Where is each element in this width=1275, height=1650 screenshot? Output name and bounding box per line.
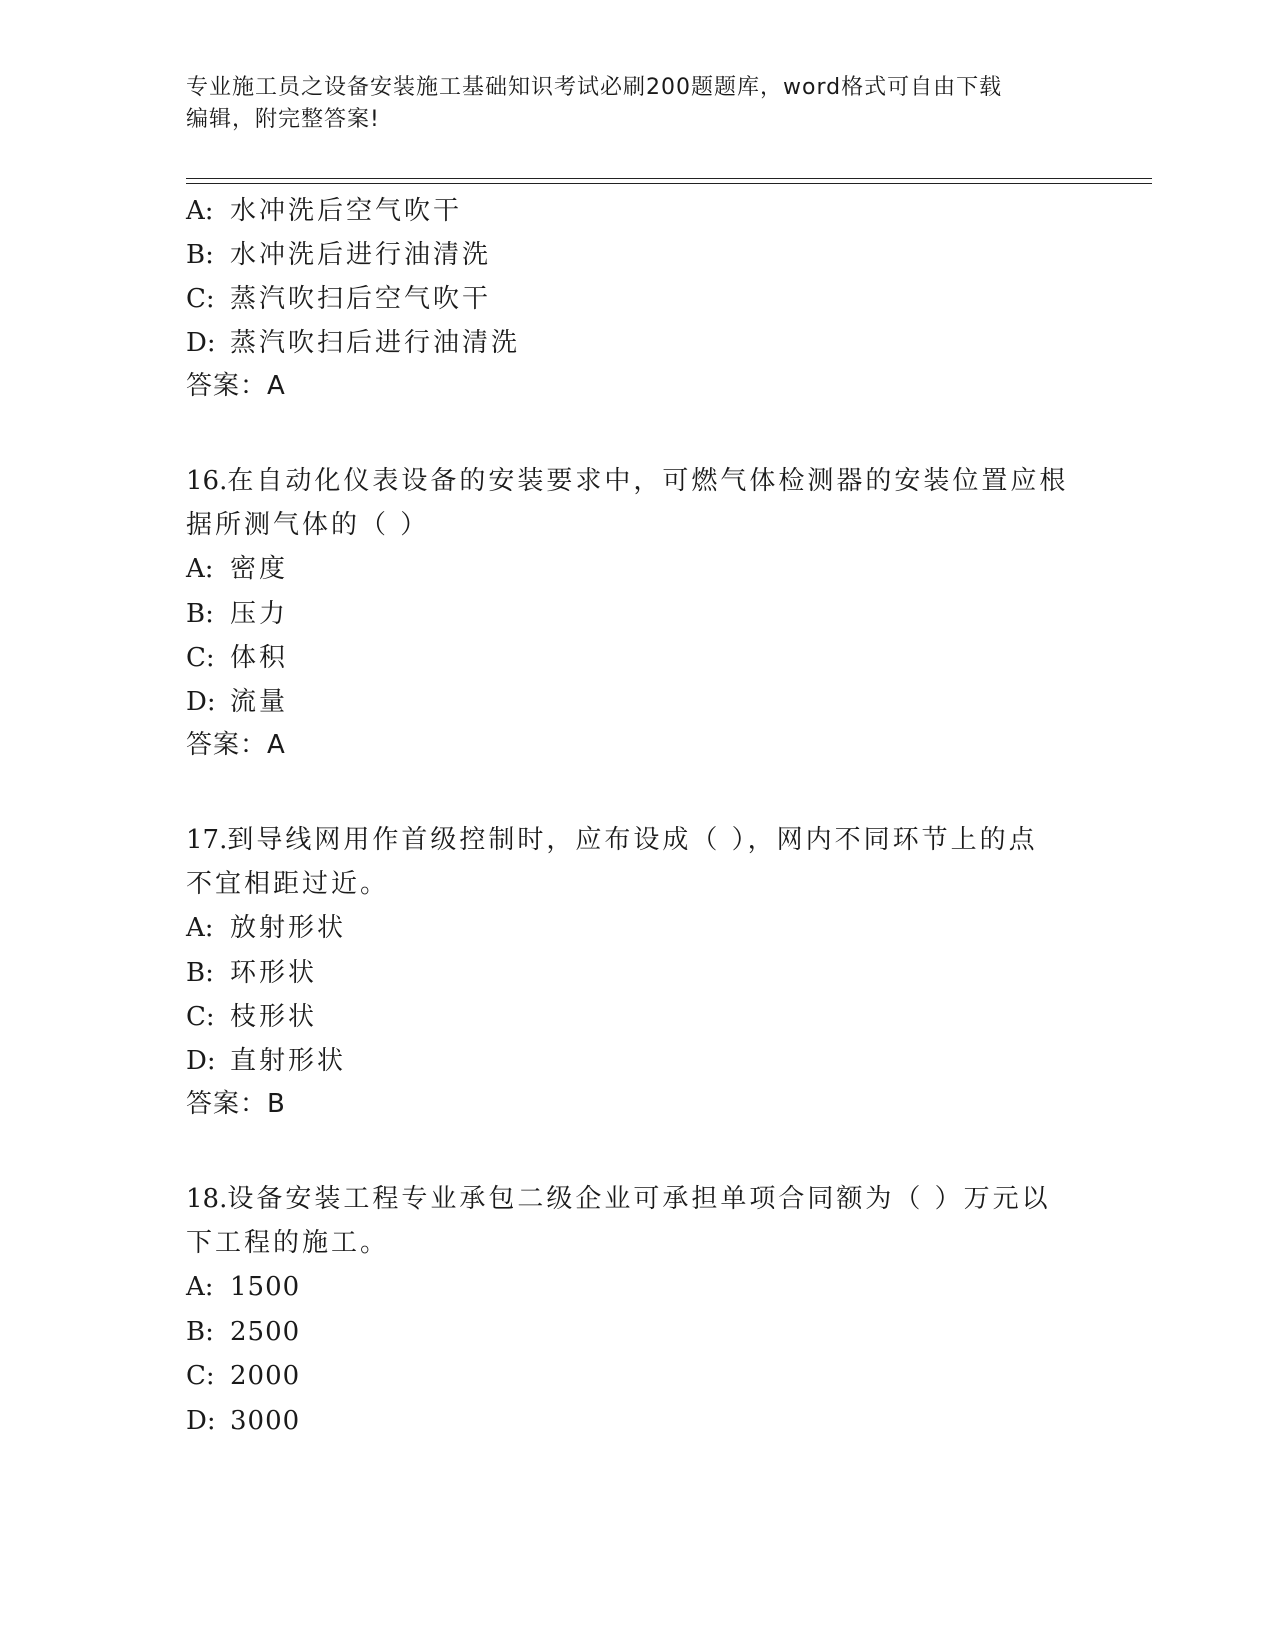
q17-stem-line-1 [186, 824, 1038, 856]
option-letter: A: [186, 1272, 214, 1302]
option-text: 水冲洗后进行油清洗 [230, 240, 492, 270]
q15-option-b [186, 239, 491, 271]
q17-option-b [186, 957, 317, 989]
q18-option-c [186, 1360, 300, 1392]
q16-answer: 答案：A [186, 730, 286, 760]
option-letter: C: [186, 643, 215, 673]
option-text: 2000 [230, 1361, 301, 1391]
q16-option-c [186, 642, 288, 674]
q16-option-b [186, 598, 288, 630]
option-letter: A: [186, 554, 214, 584]
question-text: 设备安装工程专业承包二级企业可承担单项合同额为（ ）万元以 [227, 1184, 1051, 1214]
option-text: 1500 [230, 1272, 301, 1302]
option-text: 流量 [230, 687, 289, 717]
q16-stem-line-2: 据所测气体的（ ） [186, 510, 430, 540]
q17-answer: 答案：B [186, 1089, 286, 1119]
option-text: 蒸汽吹扫后进行油清洗 [230, 328, 521, 358]
question-text: 到导线网用作首级控制时，应布设成（ ），网内不同环节上的点 [227, 825, 1038, 855]
q17-option-d [186, 1045, 346, 1077]
q17-stem-line-2: 不宜相距过近。 [186, 869, 390, 899]
option-letter: D: [186, 687, 216, 717]
question-text: 在自动化仪表设备的安装要求中，可燃气体检测器的安装位置应根 [227, 466, 1069, 496]
q16-option-d [186, 686, 288, 718]
option-letter: D: [186, 1046, 216, 1076]
option-text: 密度 [230, 554, 289, 584]
question-number: 16. [186, 466, 228, 496]
question-number: 17. [186, 825, 228, 855]
q15-option-d [186, 327, 520, 359]
q18-stem-line-1 [186, 1183, 1051, 1215]
question-number: 18. [186, 1184, 228, 1214]
option-text: 2500 [230, 1317, 301, 1347]
q16-stem-line-1 [186, 465, 1068, 497]
option-text: 体积 [230, 643, 289, 673]
header-line-1: 专业施工员之设备安装施工基础知识考试必刷200题题库，word格式可自由下载 [186, 75, 1003, 100]
q17-option-a [186, 912, 346, 944]
option-letter: A: [186, 196, 214, 226]
option-letter: B: [186, 599, 214, 629]
header-line-2: 编辑，附完整答案! [186, 107, 380, 132]
option-letter: B: [186, 1317, 214, 1347]
option-text: 环形状 [230, 958, 318, 988]
q18-option-a [186, 1271, 300, 1303]
header-divider-bottom [186, 183, 1152, 184]
q15-option-a [186, 195, 462, 227]
document-header [186, 72, 1076, 136]
option-letter: C: [186, 1361, 215, 1391]
option-text: 蒸汽吹扫后空气吹干 [230, 284, 492, 314]
q18-option-b [186, 1316, 300, 1348]
option-text: 枝形状 [230, 1002, 318, 1032]
option-letter: D: [186, 328, 216, 358]
q18-stem-line-2: 下工程的施工。 [186, 1228, 390, 1258]
option-letter: C: [186, 284, 215, 314]
q15-answer: 答案：A [186, 371, 286, 401]
option-letter: D: [186, 1406, 216, 1436]
option-text: 水冲洗后空气吹干 [230, 196, 463, 226]
option-text: 压力 [230, 599, 289, 629]
q17-option-c [186, 1001, 317, 1033]
header-divider-top [186, 178, 1152, 179]
q15-option-c [186, 283, 491, 315]
option-text: 3000 [230, 1406, 301, 1436]
option-text: 放射形状 [230, 913, 347, 943]
option-letter: A: [186, 913, 214, 943]
q18-option-d [186, 1405, 300, 1437]
option-letter: C: [186, 1002, 215, 1032]
option-letter: B: [186, 240, 214, 270]
q16-option-a [186, 553, 288, 585]
option-text: 直射形状 [230, 1046, 347, 1076]
option-letter: B: [186, 958, 214, 988]
